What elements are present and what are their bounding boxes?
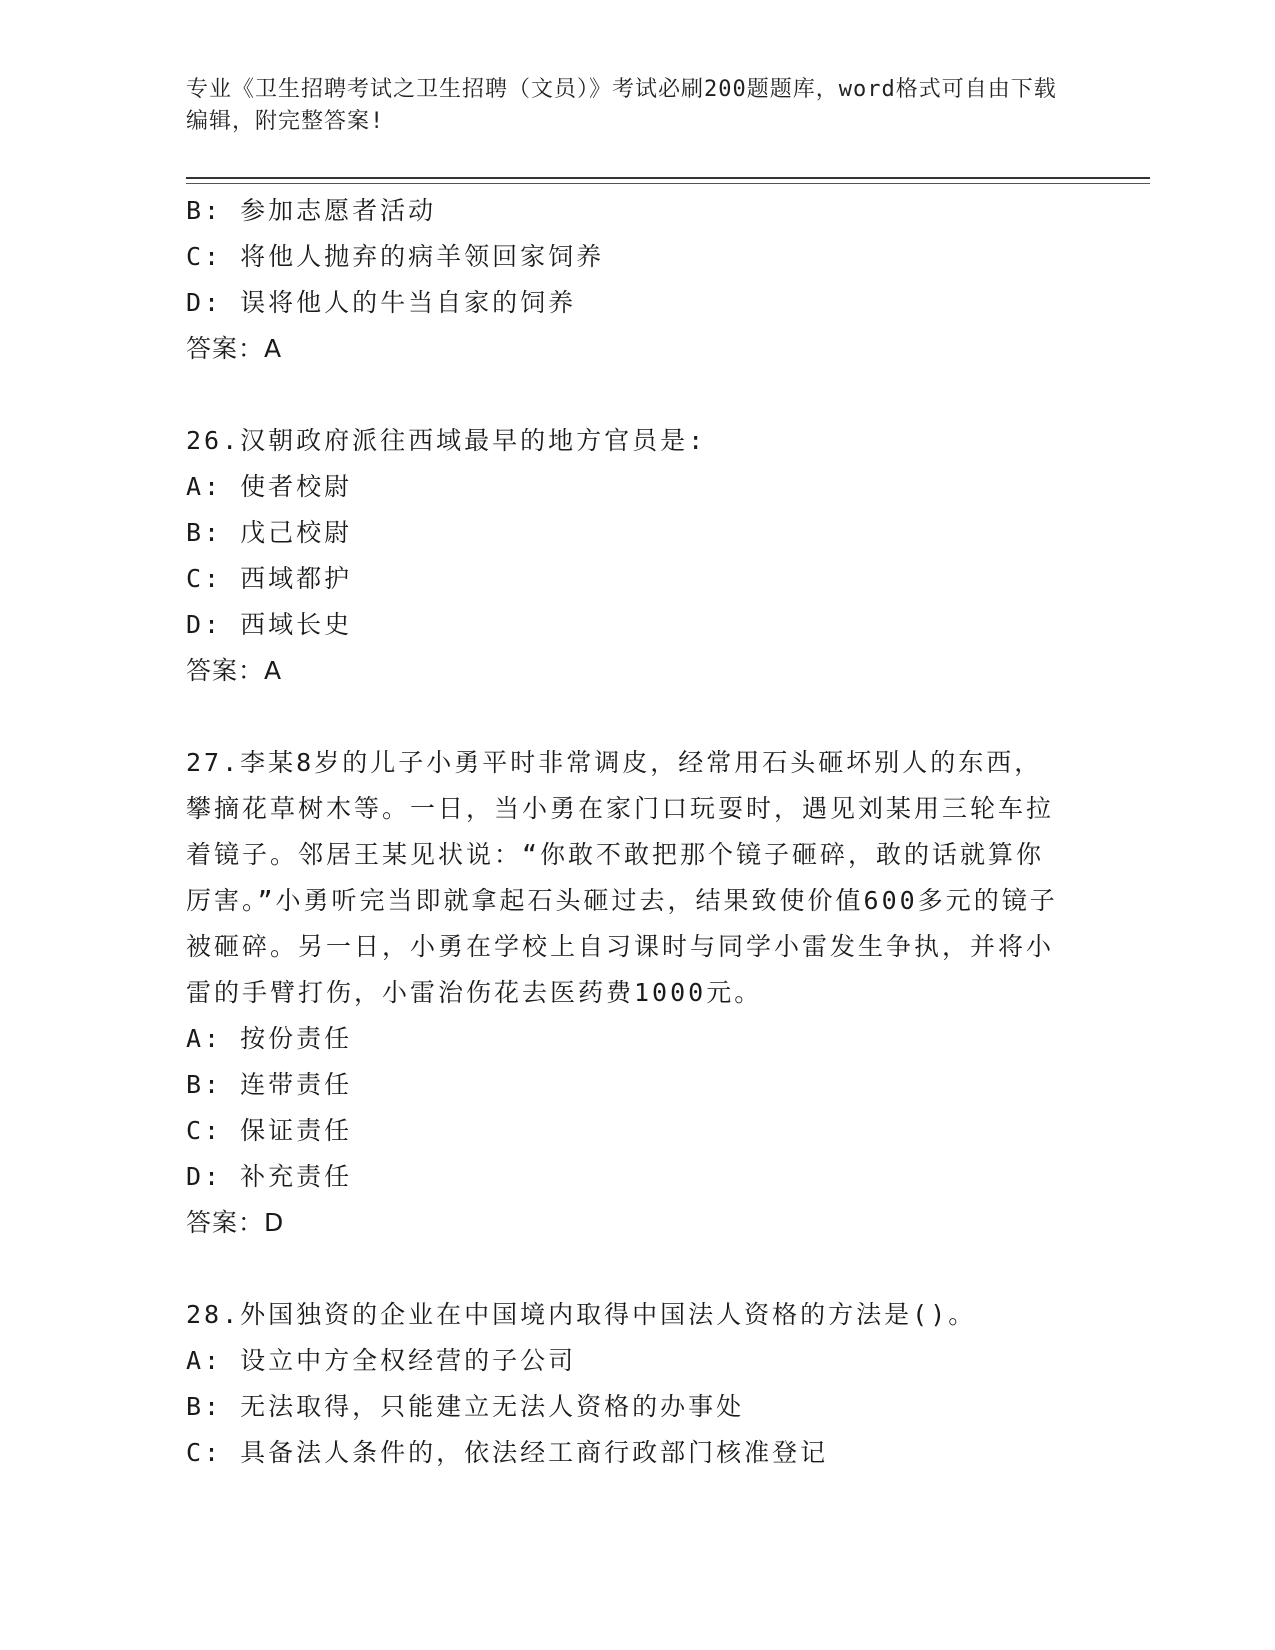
question-28: [186, 1292, 1066, 1476]
option-b: B: 戊己校尉: [186, 518, 353, 547]
header-rule-thin: [186, 183, 1150, 184]
option-d: D: 误将他人的牛当自家的饲养: [186, 288, 577, 317]
spacer: [186, 694, 1066, 740]
option-a: A: 设立中方全权经营的子公司: [186, 1346, 577, 1375]
spacer: [186, 1246, 1066, 1292]
spacer: [186, 372, 1066, 418]
answer-line: 答案：D: [186, 1208, 285, 1237]
question-25-continued: [186, 188, 1066, 372]
option-c: C: 具备法人条件的，依法经工商行政部门核准登记: [186, 1438, 829, 1467]
option-c: C: 保证责任: [186, 1116, 353, 1145]
header-rule-thick: [186, 177, 1150, 179]
option-b: B: 参加志愿者活动: [186, 196, 437, 225]
option-b: B: 无法取得，只能建立无法人资格的办事处: [186, 1392, 745, 1421]
question-text: 26.汉朝政府派往西域最早的地方官员是:: [186, 426, 707, 455]
question-text: 28.外国独资的企业在中国境内取得中国法人资格的方法是()。: [186, 1300, 977, 1329]
document-content: [186, 188, 1066, 1476]
option-c: C: 西域都护: [186, 564, 353, 593]
option-c: C: 将他人抛弃的病羊领回家饲养: [186, 242, 605, 271]
question-27: [186, 740, 1066, 1246]
question-26: [186, 418, 1066, 694]
answer-line: 答案：A: [186, 656, 283, 685]
option-d: D: 补充责任: [186, 1162, 353, 1191]
header-note: 专业《卫生招聘考试之卫生招聘（文员）》考试必刷200题题库，word格式可自由下载编辑，附完整答案!: [186, 77, 1057, 134]
option-a: A: 按份责任: [186, 1024, 353, 1053]
option-a: A: 使者校尉: [186, 472, 353, 501]
option-d: D: 西域长史: [186, 610, 353, 639]
option-b: B: 连带责任: [186, 1070, 353, 1099]
question-text: 27.李某8岁的儿子小勇平时非常调皮，经常用石头砸坏别人的东西，攀摘花草树木等。一日，当小勇在家门口玩耍时，遇见刘某用三轮车拉着镜子。邻居王某见状说：“你敢不敢把那个镜子砸碎，敢的话就算你厉害。”小勇听完当即就拿起石头砸过去，结果致使价值600多元的镜子被砸碎。另一日，小勇在学校上自习课时与同学小雷发生争执，并将小雷的手臂打伤，小雷治伤花去医药费1000元。: [186, 748, 1058, 1007]
answer-line: 答案：A: [186, 334, 283, 363]
